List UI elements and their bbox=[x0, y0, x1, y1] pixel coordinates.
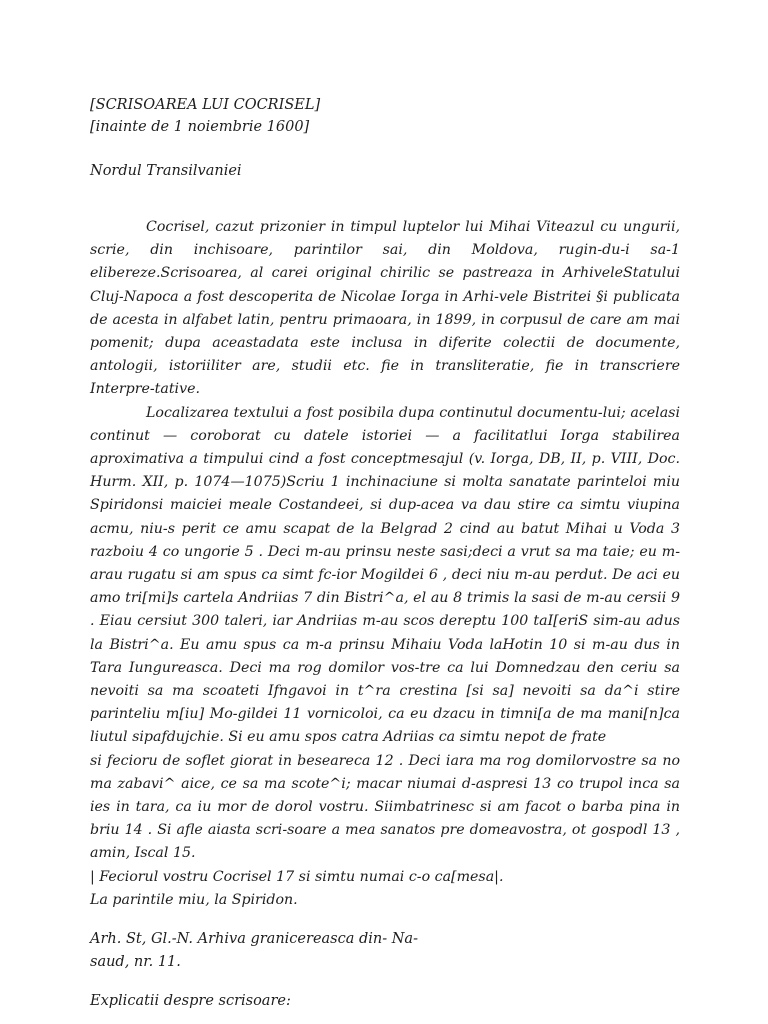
letter-signature: | Feciorul vostru Cocrisel 17 si simtu numai c-o ca[mesa|. bbox=[90, 868, 504, 885]
archive-reference-line: saud, nr. 11. bbox=[90, 954, 181, 971]
letter-continuation: si fecioru de soflet giorat in beseareca 12 . Deci iara ma rog domilorvostre sa no ma zabavi^ aice, ce sa ma scote^i; macar niumai d-aspresi 13 co trupol inca sa ies in tara, ca iu mor de dorol vostru. Siimbatrinesc si am facot o barba pina in briu 14 . Si afle aiasta scri-soare a mea sanatos pre domeavostra, ot gospodl 13 , amin, Iscal 15. bbox=[90, 752, 680, 862]
letter-address: La parintile miu, la Spiridon. bbox=[90, 891, 298, 908]
letter-paragraph: Localizarea textului a fost posibila dupa continutul documentu-lui; acelasi continut — coroborat cu datele istoriei — a facilitatlui Iorga stabilirea aproximativa a timpului cind a fost conceptmesajul (v. Iorga, DB, II, p. VIII, Doc. Hurm. XII, p. 1074—1075)Scriu 1 inchinaciune si molta sanatate parinteloi miu Spiridonsi maiciei meale Costandeei, si dup-acea va dau stire ca simtu viupina acmu, niu-s perit ce amu scapat de la Belgrad 2 cind au batut Mihai u Voda 3 razboiu 4 co ungorie 5 . Deci m-au prinsu neste sasi;deci a vrut sa ma taie; eu m-arau rugatu si am spus ca simt fc-ior Mogildei 6 , deci niu m-au perdut. De aci eu amo tri[mi]s cartela Andriias 7 din Bistri^a, el au 8 trimis la sasi de m-au cersii 9 . Eiau cersiut 300 taleri, iar Andriias m-au scos dereptu 100 taI[eriS sim-au adus la Bistri^a. Eu amu spus ca m-a prinsu Mihaiu Voda laHotin 10 si m-au dus in Tara Iungureasca. Deci ma rog domilor vos-tre ca lui Domnedzau den ceriu sa nevoiti sa ma scoateti Ifngavoi in t^ra crestina [si sa] nevoiti sa da^i stire parinteliu m[iu] Mo-gildei 11 vornicoloi, ca eu dzacu in timni[a de ma mani[n]ca liutul sipafdujchie. Si eu amu spos catra Adriias ca simtu nepot de frate bbox=[90, 404, 680, 746]
intro-paragraph: Cocrisel, cazut prizonier in timpul luptelor lui Mihai Viteazul cu ungurii, scrie, din inchisoare, parintilor sai, din Moldova, rugin-du-i sa-1 elibereze.Scrisoarea, al carei original chirilic se pastreaza in ArhiveleStatului Cluj-Napoca a fost descoperita de Nicolae Iorga in Arhi-vele Bistritei §i publicata de acesta in alfabet latin, pentru primaoara, in 1899, in corpusul de care am mai pomenit; dupa aceastadata este inclusa in diferite colectii de documente, antologii, istoriiliter are, studii etc. fie in transliteratie, fie in transcriere Interpre-tative. bbox=[90, 219, 680, 398]
document-page bbox=[90, 94, 680, 1013]
archive-reference bbox=[90, 928, 680, 974]
document-place: Nordul Transilvaniei bbox=[90, 163, 242, 179]
explanations-heading: Explicatii despre scrisoare: bbox=[90, 993, 291, 1010]
document-title: [SCRISOAREA LUI COCRISEL] bbox=[90, 97, 321, 113]
document-date: [inainte de 1 noiembrie 1600] bbox=[90, 119, 310, 135]
archive-reference-line: Arh. St, Gl.-N. Arhiva granicereasca din- Na- bbox=[90, 931, 418, 948]
